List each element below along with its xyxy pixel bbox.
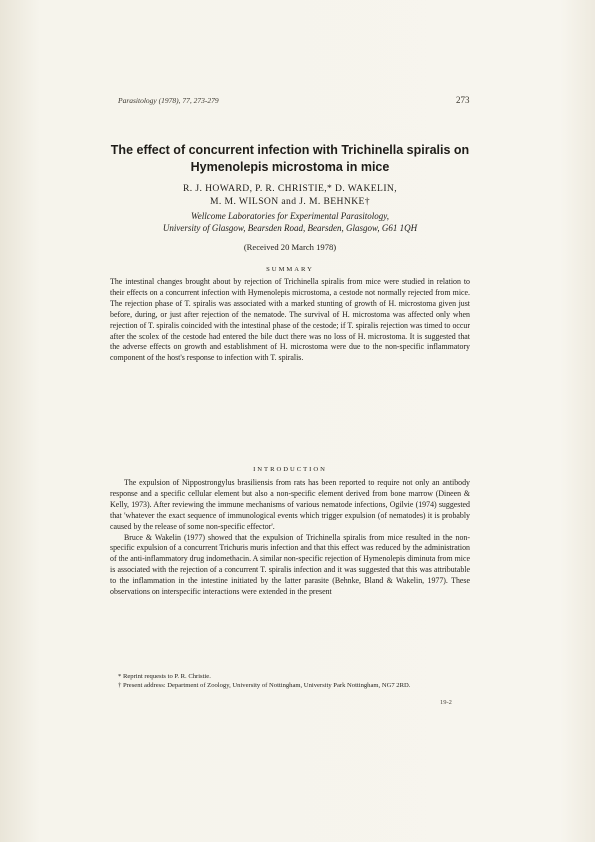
article-title [40, 142, 540, 176]
summary-heading: SUMMARY [266, 266, 314, 273]
affiliation [40, 210, 540, 234]
authors-line-1: R. J. HOWARD, P. R. CHRISTIE,* D. WAKELIN, [182, 183, 398, 194]
introduction-body [110, 478, 470, 598]
intro-paragraph-1: The expulsion of Nippostrongylus brasiliensis from rats has been reported to require not only an antibody response and a specific cellular element but also a non-specific element derived from bone marrow (Dineen & Kelly, 1973). After reviewing the immune mechanisms of various nematode infections, Ogilvie (1974) suggested that 'whatever the exact sequence of immunological events which trigger expulsion (of nematodes) it is probably caused by the release of some non-specific effector'. [110, 478, 470, 531]
footnote-1: * Reprint requests to P. R. Christie. [118, 673, 211, 680]
title-line-1: The effect of concurrent infection with Trichinella spiralis on [110, 143, 470, 157]
affiliation-line-1: Wellcome Laboratories for Experimental Parasitology, [191, 211, 389, 221]
journal-citation: Parasitology (1978), 77, 273-279 [118, 96, 219, 105]
page-code: 19-2 [440, 699, 452, 706]
title-line-2: Hymenolepis microstoma in mice [190, 160, 390, 174]
affiliation-line-2: University of Glasgow, Bearsden Road, Bearsden, Glasgow, G61 1QH [162, 223, 418, 233]
introduction-heading: INTRODUCTION [253, 466, 327, 473]
received-date: (Received 20 March 1978) [243, 242, 337, 252]
page-number: 273 [456, 95, 470, 105]
author-list [40, 182, 540, 208]
authors-line-2: M. M. WILSON and J. M. BEHNKE† [210, 196, 370, 207]
summary-text: The intestinal changes brought about by rejection of Trichinella spiralis from mice were studied in relation to their effects on a concurrent infection with Hymenolepis microstoma, a cestode not normally rejected from mice. The rejection phase of T. spiralis was associated with a marked stunting of growth of H. microstoma given just before, during, or just after rejection of the nematode. The survival of H. microstoma was affected only when rejection of T. spiralis coincided with the intestinal phase of the cestode; if T. spiralis rejection was timed to occur after the scolex of the cestode had entered the bile duct there was no loss of H. microstoma. It is suggested that the adverse effects on growth and establishment of H. microstoma were due to the non-specific inflammatory component of the host's response to infection with T. spiralis. [110, 277, 470, 363]
intro-paragraph-2: Bruce & Wakelin (1977) showed that the expulsion of Trichinella spiralis from mice resulted in the non-specific expulsion of a concurrent Trichuris muris infection and that this effect was reduced by the administration of the anti-inflammatory drug indomethacin. A similar non-specific rejection of Hymenolepis diminuta from mice is associated with the rejection of a concurrent T. spiralis infection and it was suggested that this was attributable to the inflammation in the intestine initiated by the latter parasite (Behnke, Bland & Wakelin, 1977). These observations on interspecific interactions were extended in the present [110, 532, 470, 597]
footnote-2: † Present address: Department of Zoology, University of Nottingham, University Park Nottingham, NG7 2RD. [118, 682, 411, 689]
footnotes [110, 672, 470, 690]
